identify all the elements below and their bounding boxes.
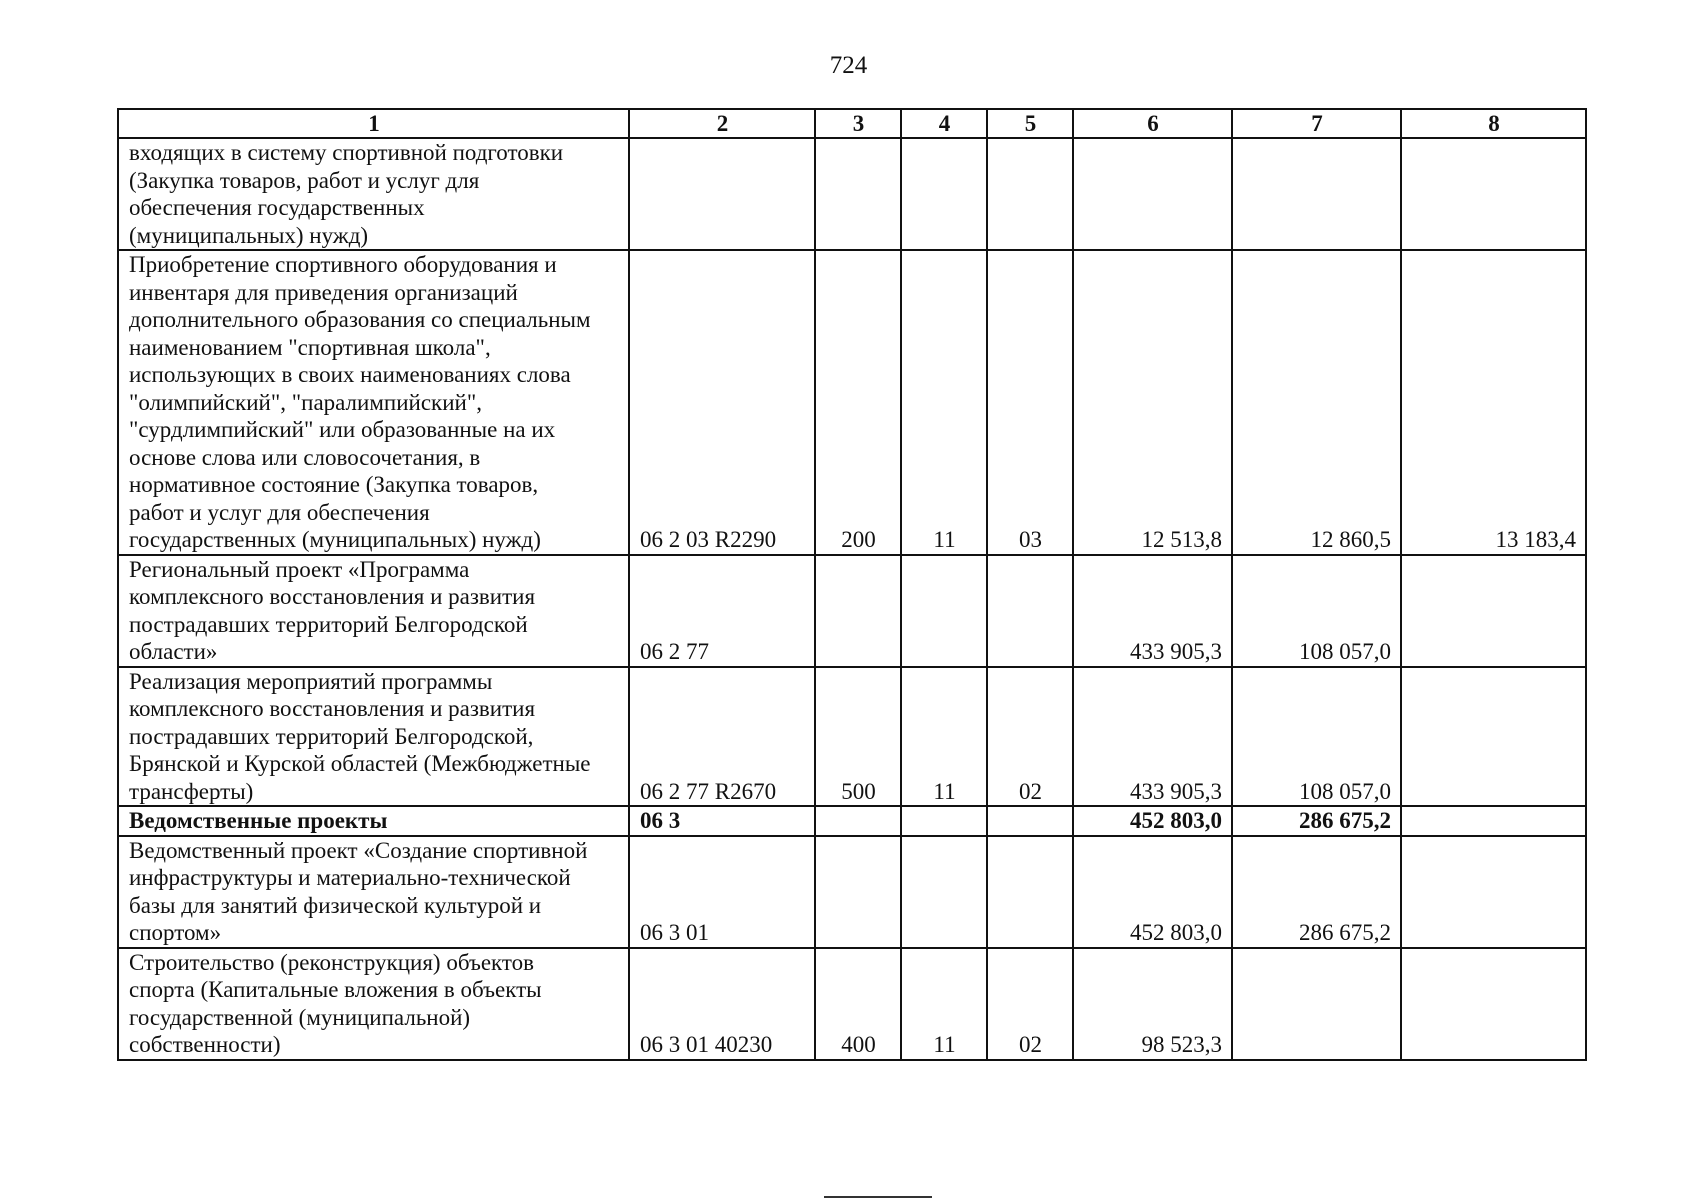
row-name-cell: Реализация мероприятий программы комплексного восстановления и развития пострадавших территорий Белгородской, Брянской и Курской областей (Межбюджетные трансферты) bbox=[118, 667, 629, 807]
header-col-8: 8 bbox=[1401, 109, 1586, 138]
header-col-3: 3 bbox=[815, 109, 901, 138]
table-row bbox=[118, 138, 1586, 250]
row-col4-cell: 11 bbox=[901, 667, 987, 807]
table-header bbox=[118, 109, 1586, 138]
row-col7-cell: 108 057,0 bbox=[1232, 667, 1401, 807]
row-code-cell: 06 3 bbox=[629, 806, 815, 836]
table-row bbox=[118, 948, 1586, 1060]
row-code-cell: 06 3 01 bbox=[629, 836, 815, 948]
row-col7-cell: 12 860,5 bbox=[1232, 250, 1401, 555]
row-col8-cell bbox=[1401, 806, 1586, 836]
row-col6-cell: 433 905,3 bbox=[1073, 667, 1232, 807]
row-name-cell: Ведомственные проекты bbox=[118, 806, 629, 836]
header-col-4: 4 bbox=[901, 109, 987, 138]
row-name-cell: Региональный проект «Программа комплексного восстановления и развития пострадавших территорий Белгородской области» bbox=[118, 555, 629, 667]
row-col3-cell bbox=[815, 836, 901, 948]
row-col6-cell: 12 513,8 bbox=[1073, 250, 1232, 555]
row-col5-cell: 03 bbox=[987, 250, 1073, 555]
row-col3-cell: 500 bbox=[815, 667, 901, 807]
row-col7-cell: 286 675,2 bbox=[1232, 836, 1401, 948]
page-number: 724 bbox=[829, 52, 868, 79]
header-row bbox=[118, 109, 1586, 138]
row-col7-cell bbox=[1232, 138, 1401, 250]
row-col4-cell: 11 bbox=[901, 250, 987, 555]
row-name-cell: Ведомственный проект «Создание спортивной инфраструктуры и материально-технической базы для занятий физической культурой и спортом» bbox=[118, 836, 629, 948]
budget-table bbox=[117, 108, 1587, 1061]
row-col6-cell: 452 803,0 bbox=[1073, 836, 1232, 948]
row-col8-cell bbox=[1401, 667, 1586, 807]
row-col3-cell: 400 bbox=[815, 948, 901, 1060]
row-col6-cell: 98 523,3 bbox=[1073, 948, 1232, 1060]
row-code-cell bbox=[629, 138, 815, 250]
row-col3-cell bbox=[815, 138, 901, 250]
header-col-6: 6 bbox=[1073, 109, 1232, 138]
table-body bbox=[118, 138, 1586, 1060]
header-col-7: 7 bbox=[1232, 109, 1401, 138]
row-col3-cell: 200 bbox=[815, 250, 901, 555]
row-col7-cell: 108 057,0 bbox=[1232, 555, 1401, 667]
row-name-cell: Приобретение спортивного оборудования и инвентаря для приведения организаций дополнительного образования со специальным наименованием "спортивная школа", использующих в своих наименованиях слова "олимпийский", "паралимпийский", "сурдлимпийский" или образованные на их основе слова или словосочетания, в нормативное состояние (Закупка товаров, работ и услуг для обеспечения государственных (муниципальных) нужд) bbox=[118, 250, 629, 555]
header-col-5: 5 bbox=[987, 109, 1073, 138]
row-col5-cell bbox=[987, 138, 1073, 250]
row-col5-cell: 02 bbox=[987, 667, 1073, 807]
row-col5-cell bbox=[987, 555, 1073, 667]
row-col8-cell: 13 183,4 bbox=[1401, 250, 1586, 555]
row-code-cell: 06 3 01 40230 bbox=[629, 948, 815, 1060]
row-col3-cell bbox=[815, 806, 901, 836]
row-col6-cell bbox=[1073, 138, 1232, 250]
table-row bbox=[118, 806, 1586, 836]
row-col4-cell bbox=[901, 836, 987, 948]
row-col8-cell bbox=[1401, 948, 1586, 1060]
table-row bbox=[118, 250, 1586, 555]
row-col8-cell bbox=[1401, 555, 1586, 667]
row-col3-cell bbox=[815, 555, 901, 667]
row-col4-cell bbox=[901, 806, 987, 836]
row-name-cell: входящих в систему спортивной подготовки (Закупка товаров, работ и услуг для обеспечения государственных (муниципальных) нужд) bbox=[118, 138, 629, 250]
row-col6-cell: 433 905,3 bbox=[1073, 555, 1232, 667]
header-col-2: 2 bbox=[629, 109, 815, 138]
footer-rule bbox=[824, 1196, 932, 1198]
row-code-cell: 06 2 77 R2670 bbox=[629, 667, 815, 807]
row-col6-cell: 452 803,0 bbox=[1073, 806, 1232, 836]
row-col5-cell: 02 bbox=[987, 948, 1073, 1060]
row-col5-cell bbox=[987, 836, 1073, 948]
table-row bbox=[118, 555, 1586, 667]
row-col4-cell bbox=[901, 555, 987, 667]
row-col7-cell: 286 675,2 bbox=[1232, 806, 1401, 836]
row-code-cell: 06 2 03 R2290 bbox=[629, 250, 815, 555]
row-col8-cell bbox=[1401, 836, 1586, 948]
row-col4-cell: 11 bbox=[901, 948, 987, 1060]
row-name-cell: Строительство (реконструкция) объектов спорта (Капитальные вложения в объекты государственной (муниципальной) собственности) bbox=[118, 948, 629, 1060]
row-col4-cell bbox=[901, 138, 987, 250]
row-col7-cell bbox=[1232, 948, 1401, 1060]
row-code-cell: 06 2 77 bbox=[629, 555, 815, 667]
table-row bbox=[118, 667, 1586, 807]
row-col5-cell bbox=[987, 806, 1073, 836]
header-col-1: 1 bbox=[118, 109, 629, 138]
table-row bbox=[118, 836, 1586, 948]
row-col8-cell bbox=[1401, 138, 1586, 250]
